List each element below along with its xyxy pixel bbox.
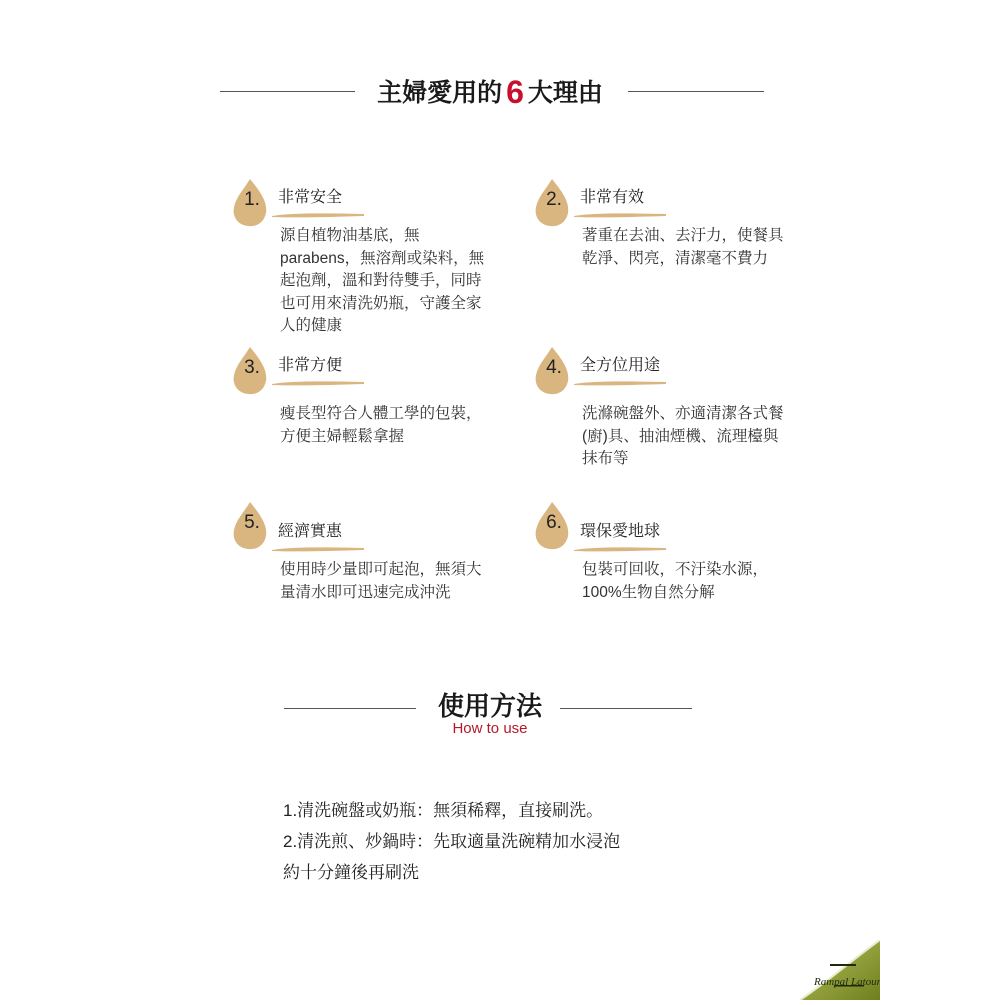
reason-1 (230, 177, 490, 337)
reason-title: 非常安全 (278, 189, 343, 206)
reason-6 (532, 500, 792, 660)
usage-instructions (283, 795, 723, 888)
usage-title: 使用方法 (437, 691, 542, 721)
reason-description: 瘦長型符合人體工學的包裝，方便主婦輕鬆拿握 (280, 405, 482, 445)
brush-underline-icon (572, 211, 668, 219)
reason-badge: 3. (230, 345, 268, 397)
reason-3 (230, 345, 490, 505)
reason-title: 非常有效 (580, 189, 645, 206)
brush-underline-icon (572, 545, 668, 553)
brand-logo-icon (790, 940, 880, 1000)
title-number: 6 (506, 74, 524, 110)
reason-badge: 4. (532, 345, 570, 397)
reason-badge: 5. (230, 500, 268, 552)
reason-description: 源自植物油基底，無parabens，無溶劑或染料，無起泡劑，溫和對待雙手，同時也可用來清洗奶瓶，守護全家人的健康 (280, 227, 485, 334)
reason-2 (532, 177, 792, 337)
reason-title: 非常方便 (278, 357, 343, 374)
header-line-left (220, 91, 355, 92)
reason-description: 洗滌碗盤外、亦適清潔各式餐(廚)具、抽油煙機、流理檯與抹布等 (582, 405, 784, 467)
usage-line: 1.清洗碗盤或奶瓶：無須稀釋，直接刷洗。 (283, 801, 604, 820)
reason-description: 著重在去油、去汙力，使餐具乾淨、閃亮，清潔毫不費力 (582, 227, 784, 267)
reason-title: 經濟實惠 (278, 523, 343, 540)
reason-badge: 1. (230, 177, 268, 229)
usage-line: 約十分鐘後再刷洗 (283, 863, 419, 882)
page-title: 主婦愛用的 6 大理由 (377, 74, 603, 110)
usage-subtitle: How to use (452, 720, 528, 737)
header-line-right (628, 91, 764, 92)
reason-badge: 6. (532, 500, 570, 552)
usage-line-left (284, 708, 416, 709)
reason-description: 使用時少量即可起泡，無須大量清水即可迅速完成沖洗 (280, 561, 482, 601)
brush-underline-icon (270, 545, 366, 553)
usage-line-right (560, 708, 692, 709)
reason-description: 包裝可回收，不汙染水源，100%生物自然分解 (582, 561, 769, 601)
reason-badge: 2. (532, 177, 570, 229)
brush-underline-icon (270, 379, 366, 387)
reason-5 (230, 500, 490, 660)
brush-underline-icon (270, 211, 366, 219)
reason-title: 全方位用途 (580, 357, 661, 374)
brand-logo-text: Rampal Latour (814, 976, 880, 988)
reason-4 (532, 345, 792, 505)
reason-title: 環保愛地球 (580, 523, 661, 540)
brush-underline-icon (572, 379, 668, 387)
usage-line: 2.清洗煎、炒鍋時：先取適量洗碗精加水浸泡 (283, 832, 621, 851)
brand-logo-corner (790, 940, 880, 1000)
